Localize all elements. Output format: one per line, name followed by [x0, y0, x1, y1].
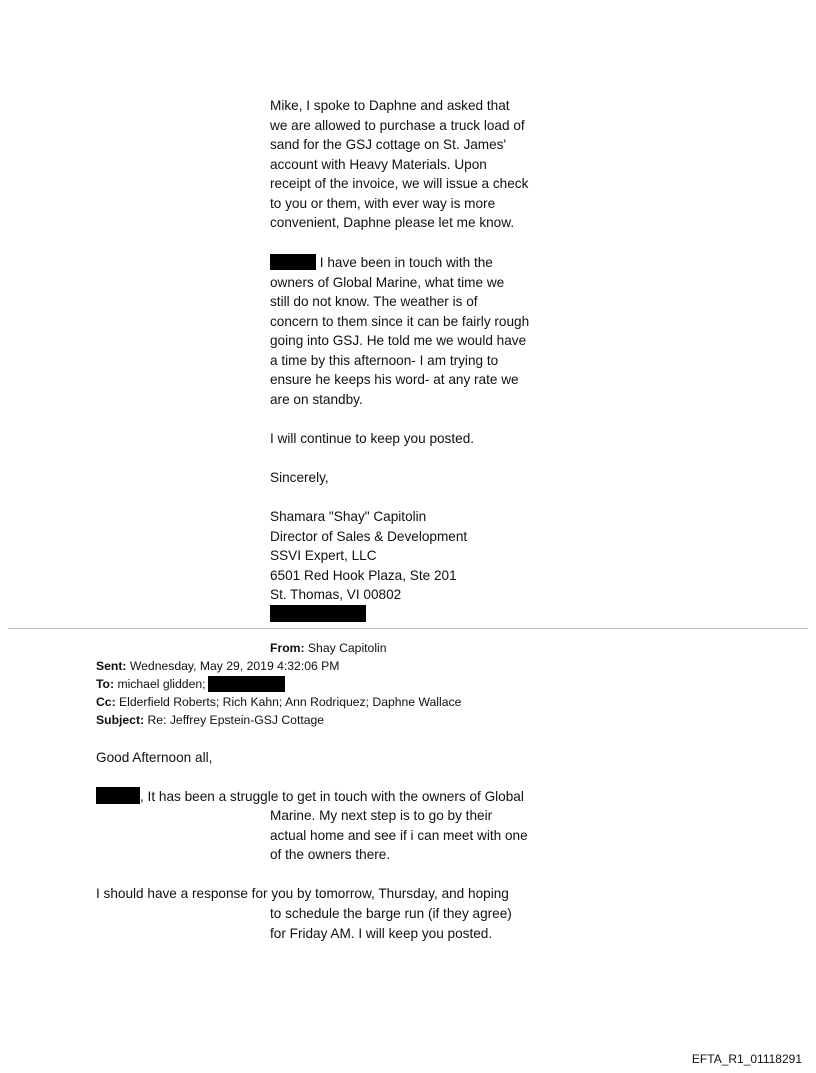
subject-line [96, 712, 324, 728]
text-line: going into GSJ. He told me we would have [270, 333, 527, 348]
redaction-box [208, 676, 285, 692]
text-line: concern to them since it can be fairly rough [270, 313, 530, 329]
text-line: I will continue to keep you posted. [270, 431, 475, 446]
from-line [270, 640, 387, 656]
upper-paragraph-3 [270, 429, 570, 449]
text-line [270, 605, 570, 624]
divider-line [8, 628, 808, 629]
cc-value: Elderfield Roberts; Rich Kahn; Ann Rodriquez; Daphne Wallace [119, 695, 462, 709]
signature-city: St. Thomas, VI 00802 [270, 587, 402, 602]
text-line: Mike, I spoke to Daphne and asked that [270, 98, 510, 113]
greeting: Good Afternoon all, [96, 750, 213, 765]
text-line: for Friday AM. I will keep you posted. [270, 925, 493, 941]
redaction-box [270, 254, 316, 270]
redaction-box [96, 787, 140, 804]
signature-address: 6501 Red Hook Plaza, Ste 201 [270, 567, 457, 583]
text-line: sand for the GSJ cottage on St. James' [270, 137, 507, 152]
text-line: we are allowed to purchase a truck load of [270, 117, 525, 133]
document-id: EFTA_R1_01118291 [691, 1052, 802, 1066]
sent-line [96, 658, 339, 674]
from-value: Shay Capitolin [307, 641, 387, 655]
closing [270, 468, 570, 488]
text-line: receipt of the invoice, we will issue a check [270, 176, 529, 191]
text-line: actual home and see if i can meet with one [270, 827, 528, 843]
signature-block [270, 507, 570, 624]
upper-paragraph-1 [270, 96, 570, 233]
to-line [96, 676, 285, 692]
lower-paragraph-2-first-line: I should have a response for you by tomorrow, Thursday, and hoping [96, 886, 509, 901]
text-line: ensure he keeps his word- at any rate we [270, 372, 519, 387]
text-line: convenient, Daphne please let me know. [270, 215, 515, 230]
text-line: owners of Global Marine, what time we [270, 274, 505, 290]
text-line: of the owners there. [270, 847, 391, 862]
text-line: to schedule the barge run (if they agree) [270, 906, 512, 921]
to-value: michael glidden; [117, 677, 206, 691]
text-line: account with Heavy Materials. Upon [270, 156, 487, 172]
signature-name: Shamara "Shay" Capitolin [270, 509, 427, 524]
signature-company: SSVI Expert, LLC [270, 548, 377, 563]
text-line: still do not know. The weather is of [270, 294, 478, 309]
from-label: From: [270, 641, 305, 655]
text-line: Marine. My next step is to go by their [270, 808, 493, 823]
cc-label: Cc: [96, 695, 116, 709]
to-label: To: [96, 677, 115, 691]
text-line: a time by this afternoon- I am trying to [270, 352, 499, 368]
sent-value: Wednesday, May 29, 2019 4:32:06 PM [129, 659, 340, 673]
text-line: to you or them, with ever way is more [270, 195, 496, 211]
text-fragment: , It has been a struggle to get in touch with the owners of Global [140, 789, 524, 804]
text-line: are on standby. [270, 391, 363, 407]
cc-line [96, 694, 461, 710]
lower-paragraph-2-rest [270, 904, 570, 943]
upper-paragraph-2 [270, 253, 570, 409]
text-line [270, 253, 570, 273]
lower-paragraph-1-first-line [96, 787, 524, 807]
text-fragment: I have been in touch with the [319, 255, 493, 270]
subject-label: Subject: [96, 713, 145, 727]
sent-label: Sent: [96, 659, 127, 673]
subject-value: Re: Jeffrey Epstein-GSJ Cottage [147, 713, 325, 727]
text-line: Sincerely, [270, 470, 329, 485]
redaction-box [270, 605, 366, 622]
signature-title: Director of Sales & Development [270, 528, 468, 544]
lower-paragraph-1-rest [270, 806, 570, 865]
